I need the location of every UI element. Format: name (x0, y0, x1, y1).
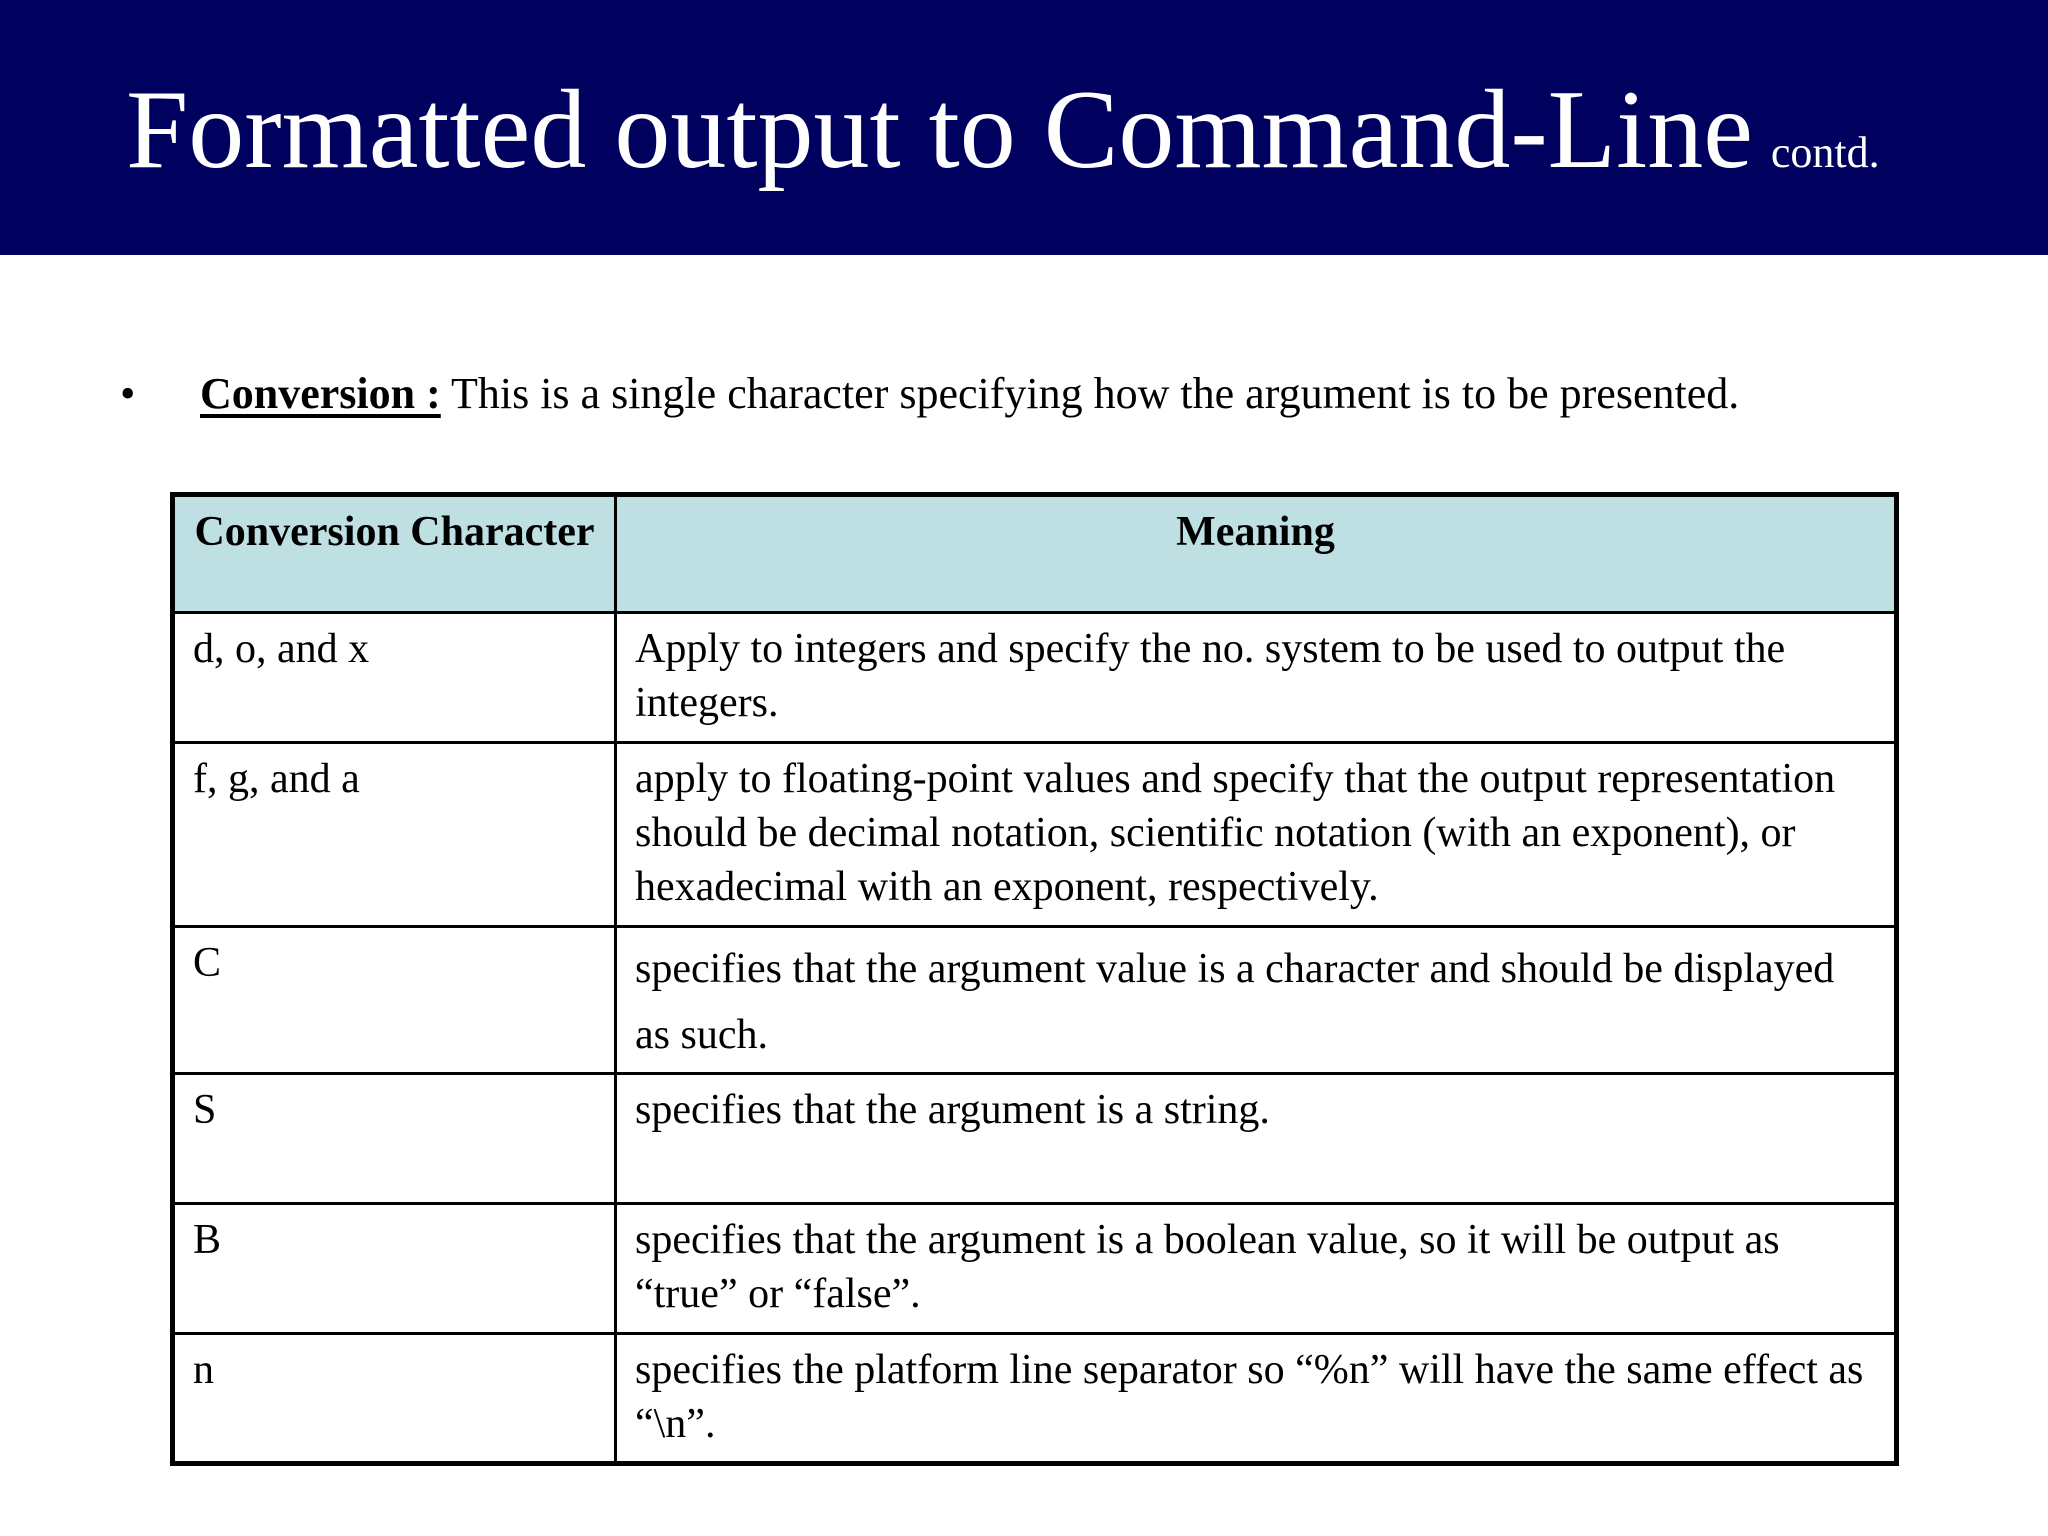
table-row (173, 1334, 1897, 1464)
conversion-character-cell: S (173, 1074, 616, 1204)
conversion-table (170, 492, 1899, 1466)
meaning-cell: specifies that the argument is a boolean value, so it will be output as “true” or “false”. (616, 1204, 1897, 1334)
table-row (173, 613, 1897, 743)
table-row (173, 1204, 1897, 1334)
meaning-cell: specifies the platform line separator so “%n” will have the same effect as “\n”. (616, 1334, 1897, 1464)
conversion-character-cell: C (173, 927, 616, 1074)
column-header-character: Conversion Character (173, 495, 616, 613)
meaning-cell: specifies that the argument is a string. (616, 1074, 1897, 1204)
table-row (173, 743, 1897, 927)
conversion-character-cell: B (173, 1204, 616, 1334)
meaning-cell: specifies that the argument value is a character and should be displayed as such. (616, 927, 1897, 1074)
table-header-row (173, 495, 1897, 613)
meaning-cell: apply to floating-point values and specify that the output representation should be decimal notation, scientific notation (with an exponent), or hexadecimal with an exponent, respectively. (616, 743, 1897, 927)
conversion-character-cell: f, g, and a (173, 743, 616, 927)
bullet-text: This is a single character specifying how the argument is to be presented. (440, 369, 1740, 418)
column-header-meaning: Meaning (616, 495, 1897, 613)
conversion-character-cell: n (173, 1334, 616, 1464)
slide-title (126, 60, 1880, 223)
conversion-character-cell: d, o, and x (173, 613, 616, 743)
conversion-table-container (170, 492, 1894, 1466)
meaning-cell: Apply to integers and specify the no. system to be used to output the integers. (616, 613, 1897, 743)
slide-header (0, 0, 2048, 255)
bullet-term: Conversion : (200, 369, 441, 418)
slide-title-text: Formatted output to Command-Line (126, 68, 1753, 192)
bullet-point (120, 364, 2000, 424)
bullet-marker: • (120, 369, 136, 418)
table-row (173, 927, 1897, 1074)
table-row (173, 1074, 1897, 1204)
slide-title-suffix: contd. (1770, 128, 1880, 177)
